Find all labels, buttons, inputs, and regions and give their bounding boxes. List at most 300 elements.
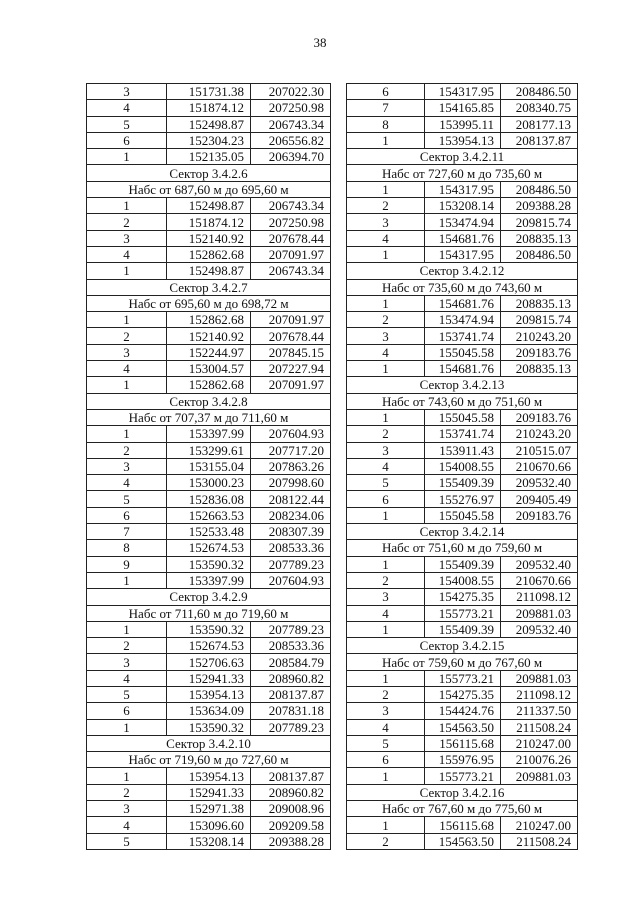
coord-y: 208122.44 (251, 491, 331, 507)
coord-y: 207789.23 (251, 719, 331, 735)
coord-x: 152862.68 (167, 246, 251, 262)
sector-header-row (87, 279, 331, 295)
table-row (347, 181, 578, 197)
coord-x: 154681.76 (425, 295, 501, 311)
point-number: 1 (87, 768, 167, 784)
coord-x: 153155.04 (167, 458, 251, 474)
table-row (87, 458, 331, 474)
sector-header-row (347, 638, 578, 654)
table-row (347, 686, 578, 702)
sector-header: Набс от 707,37 м до 711,60 м (87, 409, 331, 425)
coord-x: 153004.57 (167, 361, 251, 377)
coord-y: 209183.76 (501, 344, 578, 360)
point-number: 2 (87, 442, 167, 458)
coord-x: 154563.50 (425, 833, 501, 849)
coord-y: 207998.60 (251, 475, 331, 491)
table-row (87, 556, 331, 572)
sector-header: Набс от 695,60 м до 698,72 м (87, 295, 331, 311)
coord-x: 152862.68 (167, 312, 251, 328)
coord-x: 154563.50 (425, 719, 501, 735)
point-number: 2 (347, 572, 425, 588)
table-row (347, 246, 578, 262)
sector-header: Сектор 3.4.2.7 (87, 279, 331, 295)
point-number: 2 (87, 638, 167, 654)
table-row (87, 361, 331, 377)
table-row (87, 84, 331, 100)
point-number: 3 (347, 589, 425, 605)
coord-x: 153590.32 (167, 556, 251, 572)
sector-header: Сектор 3.4.2.8 (87, 393, 331, 409)
coord-x: 155409.39 (425, 475, 501, 491)
coordinates-table-right (346, 83, 577, 850)
point-number: 3 (87, 458, 167, 474)
table-body (87, 84, 331, 850)
coord-x: 155976.95 (425, 752, 501, 768)
sector-header-row (87, 589, 331, 605)
table-row (347, 344, 578, 360)
coord-x: 152674.53 (167, 540, 251, 556)
coord-x: 154317.95 (425, 181, 501, 197)
coord-y: 207091.97 (251, 312, 331, 328)
coord-y: 211337.50 (501, 703, 578, 719)
point-number: 1 (87, 198, 167, 214)
table-row (87, 833, 331, 849)
point-number: 5 (87, 833, 167, 849)
point-number: 3 (347, 214, 425, 230)
sector-header: Набс от 759,60 м до 767,60 м (347, 654, 578, 670)
sector-header-row (347, 524, 578, 540)
coord-x: 152836.08 (167, 491, 251, 507)
coord-x: 153299.61 (167, 442, 251, 458)
coord-x: 155276.97 (425, 491, 501, 507)
point-number: 4 (87, 100, 167, 116)
coord-y: 206743.34 (251, 116, 331, 132)
coord-x: 152533.48 (167, 524, 251, 540)
coord-y: 209815.74 (501, 312, 578, 328)
point-number: 3 (87, 230, 167, 246)
coord-y: 208234.06 (251, 507, 331, 523)
point-number: 2 (347, 686, 425, 702)
point-number: 3 (87, 801, 167, 817)
point-number: 2 (347, 198, 425, 214)
point-number: 7 (87, 524, 167, 540)
coord-y: 209183.76 (501, 409, 578, 425)
coord-x: 152663.53 (167, 507, 251, 523)
sector-header: Сектор 3.4.2.11 (347, 149, 578, 165)
coord-y: 209815.74 (501, 214, 578, 230)
sector-header-row (87, 735, 331, 751)
sector-header-row (87, 295, 331, 311)
coord-x: 152706.63 (167, 654, 251, 670)
coord-x: 152971.38 (167, 801, 251, 817)
point-number: 1 (87, 572, 167, 588)
point-number: 3 (87, 654, 167, 670)
table-row (347, 230, 578, 246)
coordinates-table-left (86, 83, 330, 850)
sector-header-row (87, 393, 331, 409)
table-row (347, 817, 578, 833)
point-number: 4 (87, 670, 167, 686)
point-number: 1 (87, 312, 167, 328)
point-number: 4 (87, 246, 167, 262)
coord-y: 207022.30 (251, 84, 331, 100)
coord-x: 153474.94 (425, 214, 501, 230)
sector-header: Набс от 719,60 м до 727,60 м (87, 752, 331, 768)
table-row (87, 719, 331, 735)
coord-y: 208307.39 (251, 524, 331, 540)
table-row (347, 670, 578, 686)
coord-y: 209881.03 (501, 768, 578, 784)
table-row (347, 84, 578, 100)
table-row (347, 116, 578, 132)
table-row (347, 328, 578, 344)
point-number: 4 (347, 230, 425, 246)
point-number: 1 (347, 768, 425, 784)
point-number: 1 (347, 409, 425, 425)
table-row (87, 442, 331, 458)
coord-y: 208137.87 (501, 132, 578, 148)
coord-y: 209532.40 (501, 556, 578, 572)
point-number: 8 (87, 540, 167, 556)
table-row (87, 572, 331, 588)
point-number: 4 (347, 344, 425, 360)
sector-header-row (347, 149, 578, 165)
coord-y: 208137.87 (251, 768, 331, 784)
coord-x: 155045.58 (425, 409, 501, 425)
sector-header-row (347, 801, 578, 817)
sector-header: Сектор 3.4.2.16 (347, 784, 578, 800)
coord-x: 155773.21 (425, 670, 501, 686)
point-number: 5 (347, 475, 425, 491)
coord-y: 208584.79 (251, 654, 331, 670)
coord-y: 211098.12 (501, 686, 578, 702)
coord-x: 154275.35 (425, 589, 501, 605)
point-number: 5 (87, 116, 167, 132)
coord-y: 209881.03 (501, 670, 578, 686)
point-number: 1 (347, 621, 425, 637)
table-row (347, 132, 578, 148)
coord-y: 209209.58 (251, 817, 331, 833)
coord-x: 153634.09 (167, 703, 251, 719)
coord-x: 151874.12 (167, 214, 251, 230)
point-number: 4 (347, 719, 425, 735)
table-row (347, 312, 578, 328)
table-row (87, 524, 331, 540)
point-number: 1 (347, 361, 425, 377)
point-number: 4 (87, 361, 167, 377)
table-row (347, 752, 578, 768)
point-number: 4 (347, 458, 425, 474)
point-number: 1 (87, 621, 167, 637)
coord-x: 152498.87 (167, 263, 251, 279)
point-number: 1 (87, 719, 167, 735)
coord-x: 155409.39 (425, 621, 501, 637)
coord-y: 208137.87 (251, 686, 331, 702)
coord-y: 208533.36 (251, 638, 331, 654)
point-number: 8 (347, 116, 425, 132)
coord-y: 209532.40 (501, 475, 578, 491)
sector-header: Набс от 743,60 м до 751,60 м (347, 393, 578, 409)
sector-header: Набс от 727,60 м до 735,60 м (347, 165, 578, 181)
point-number: 6 (87, 507, 167, 523)
table-row (87, 312, 331, 328)
sector-header-row (347, 377, 578, 393)
coord-y: 207678.44 (251, 230, 331, 246)
coord-y: 208960.82 (251, 784, 331, 800)
point-number: 6 (347, 84, 425, 100)
point-number: 1 (87, 377, 167, 393)
point-number: 6 (87, 132, 167, 148)
table-row (87, 149, 331, 165)
coord-x: 154681.76 (425, 361, 501, 377)
table-row (87, 801, 331, 817)
coord-x: 152941.33 (167, 670, 251, 686)
coord-x: 153208.14 (167, 833, 251, 849)
coord-y: 209405.49 (501, 491, 578, 507)
coord-x: 152498.87 (167, 198, 251, 214)
table-row (87, 263, 331, 279)
point-number: 3 (347, 442, 425, 458)
point-number: 6 (347, 752, 425, 768)
table-row (87, 621, 331, 637)
coord-x: 155773.21 (425, 605, 501, 621)
point-number: 2 (87, 214, 167, 230)
table-row (87, 638, 331, 654)
coord-y: 210243.20 (501, 328, 578, 344)
coord-x: 152140.92 (167, 230, 251, 246)
table-row (347, 833, 578, 849)
coord-y: 207604.93 (251, 572, 331, 588)
point-number: 2 (347, 312, 425, 328)
point-number: 3 (347, 328, 425, 344)
point-number: 5 (347, 735, 425, 751)
point-number: 1 (347, 817, 425, 833)
table-row (347, 507, 578, 523)
table-row (87, 246, 331, 262)
sector-header: Сектор 3.4.2.15 (347, 638, 578, 654)
table-row (347, 426, 578, 442)
coord-y: 206394.70 (251, 149, 331, 165)
coord-y: 209388.28 (251, 833, 331, 849)
coord-x: 153590.32 (167, 621, 251, 637)
table-row (87, 116, 331, 132)
coord-y: 210670.66 (501, 458, 578, 474)
coord-y: 210247.00 (501, 735, 578, 751)
coord-x: 153208.14 (425, 198, 501, 214)
coord-x: 153911.43 (425, 442, 501, 458)
coord-x: 153995.11 (425, 116, 501, 132)
coord-x: 152304.23 (167, 132, 251, 148)
coord-x: 154275.35 (425, 686, 501, 702)
sector-header: Набс от 687,60 м до 695,60 м (87, 181, 331, 197)
table-row (347, 491, 578, 507)
coord-x: 154165.85 (425, 100, 501, 116)
coord-y: 207604.93 (251, 426, 331, 442)
coord-y: 211098.12 (501, 589, 578, 605)
coord-x: 151731.38 (167, 84, 251, 100)
sector-header-row (87, 181, 331, 197)
table-row (347, 100, 578, 116)
coord-x: 153474.94 (425, 312, 501, 328)
coord-x: 151874.12 (167, 100, 251, 116)
coord-y: 209881.03 (501, 605, 578, 621)
coord-x: 152244.97 (167, 344, 251, 360)
table-row (87, 132, 331, 148)
point-number: 4 (87, 817, 167, 833)
sector-header-row (347, 393, 578, 409)
table-row (347, 719, 578, 735)
table-row (87, 475, 331, 491)
sector-header: Набс от 735,60 м до 743,60 м (347, 279, 578, 295)
point-number: 1 (347, 556, 425, 572)
point-number: 1 (87, 149, 167, 165)
point-number: 4 (87, 475, 167, 491)
table-row (87, 654, 331, 670)
point-number: 6 (87, 703, 167, 719)
coord-y: 207250.98 (251, 100, 331, 116)
table-row (347, 475, 578, 491)
sector-header: Набс от 751,60 м до 759,60 м (347, 540, 578, 556)
table-row (87, 491, 331, 507)
sector-header-row (347, 540, 578, 556)
coord-y: 208533.36 (251, 540, 331, 556)
table-row (347, 621, 578, 637)
coord-y: 206743.34 (251, 198, 331, 214)
point-number: 1 (347, 295, 425, 311)
coord-y: 208177.13 (501, 116, 578, 132)
sector-header-row (347, 279, 578, 295)
point-number: 7 (347, 100, 425, 116)
coord-x: 153954.13 (167, 686, 251, 702)
sector-header-row (347, 165, 578, 181)
table-row (347, 735, 578, 751)
table-row (347, 556, 578, 572)
point-number: 3 (87, 344, 167, 360)
coord-x: 153096.60 (167, 817, 251, 833)
coord-y: 208340.75 (501, 100, 578, 116)
coord-y: 207831.18 (251, 703, 331, 719)
sector-header: Сектор 3.4.2.10 (87, 735, 331, 751)
point-number: 1 (347, 670, 425, 686)
coord-x: 156115.68 (425, 817, 501, 833)
point-number: 1 (87, 263, 167, 279)
coord-y: 206556.82 (251, 132, 331, 148)
coord-x: 155773.21 (425, 768, 501, 784)
point-number: 5 (87, 491, 167, 507)
coord-y: 208835.13 (501, 361, 578, 377)
point-number: 3 (347, 703, 425, 719)
table-row (347, 198, 578, 214)
coord-y: 208486.50 (501, 246, 578, 262)
coord-y: 207091.97 (251, 377, 331, 393)
table-row (87, 540, 331, 556)
point-number: 2 (347, 833, 425, 849)
point-number: 3 (87, 84, 167, 100)
coord-y: 207789.23 (251, 621, 331, 637)
table-row (347, 442, 578, 458)
coord-x: 152498.87 (167, 116, 251, 132)
coord-x: 155409.39 (425, 556, 501, 572)
coord-y: 209388.28 (501, 198, 578, 214)
table-row (87, 214, 331, 230)
table-row (347, 572, 578, 588)
table-row (87, 426, 331, 442)
coord-y: 209008.96 (251, 801, 331, 817)
coord-y: 211508.24 (501, 719, 578, 735)
table-row (87, 768, 331, 784)
table-row (87, 784, 331, 800)
table-row (87, 230, 331, 246)
point-number: 1 (347, 507, 425, 523)
coord-x: 153741.74 (425, 426, 501, 442)
point-number: 4 (347, 605, 425, 621)
coord-y: 208835.13 (501, 230, 578, 246)
coord-x: 153397.99 (167, 572, 251, 588)
coord-x: 154681.76 (425, 230, 501, 246)
coord-y: 207845.15 (251, 344, 331, 360)
sector-header-row (87, 409, 331, 425)
sector-header: Сектор 3.4.2.6 (87, 165, 331, 181)
table-row (347, 589, 578, 605)
sector-header-row (87, 165, 331, 181)
coord-y: 207717.20 (251, 442, 331, 458)
coord-y: 210247.00 (501, 817, 578, 833)
coord-x: 154008.55 (425, 572, 501, 588)
page-number: 38 (313, 35, 327, 50)
coord-x: 152135.05 (167, 149, 251, 165)
coord-y: 207227.94 (251, 361, 331, 377)
coord-y: 207863.26 (251, 458, 331, 474)
coord-x: 155045.58 (425, 344, 501, 360)
coord-x: 152862.68 (167, 377, 251, 393)
sector-header: Набс от 711,60 м до 719,60 м (87, 605, 331, 621)
coord-y: 209532.40 (501, 621, 578, 637)
coord-y: 207250.98 (251, 214, 331, 230)
coord-y: 211508.24 (501, 833, 578, 849)
coord-y: 210076.26 (501, 752, 578, 768)
point-number: 5 (87, 686, 167, 702)
point-number: 1 (87, 426, 167, 442)
table-row (87, 377, 331, 393)
coord-y: 208486.50 (501, 84, 578, 100)
coord-x: 153397.99 (167, 426, 251, 442)
sector-header-row (87, 752, 331, 768)
table-row (347, 605, 578, 621)
coord-y: 207678.44 (251, 328, 331, 344)
coord-x: 154317.95 (425, 84, 501, 100)
coord-y: 208835.13 (501, 295, 578, 311)
table-row (87, 344, 331, 360)
coord-x: 152941.33 (167, 784, 251, 800)
point-number: 2 (347, 426, 425, 442)
table-row (87, 686, 331, 702)
table-row (87, 328, 331, 344)
coord-y: 207091.97 (251, 246, 331, 262)
table-body (347, 84, 578, 850)
table-row (347, 295, 578, 311)
table-row (87, 703, 331, 719)
point-number: 2 (87, 784, 167, 800)
coord-y: 208486.50 (501, 181, 578, 197)
coord-x: 154424.76 (425, 703, 501, 719)
coord-y: 208960.82 (251, 670, 331, 686)
coord-y: 210515.07 (501, 442, 578, 458)
point-number: 9 (87, 556, 167, 572)
point-number: 1 (347, 246, 425, 262)
table-row (347, 214, 578, 230)
point-number: 2 (87, 328, 167, 344)
sector-header-row (87, 605, 331, 621)
